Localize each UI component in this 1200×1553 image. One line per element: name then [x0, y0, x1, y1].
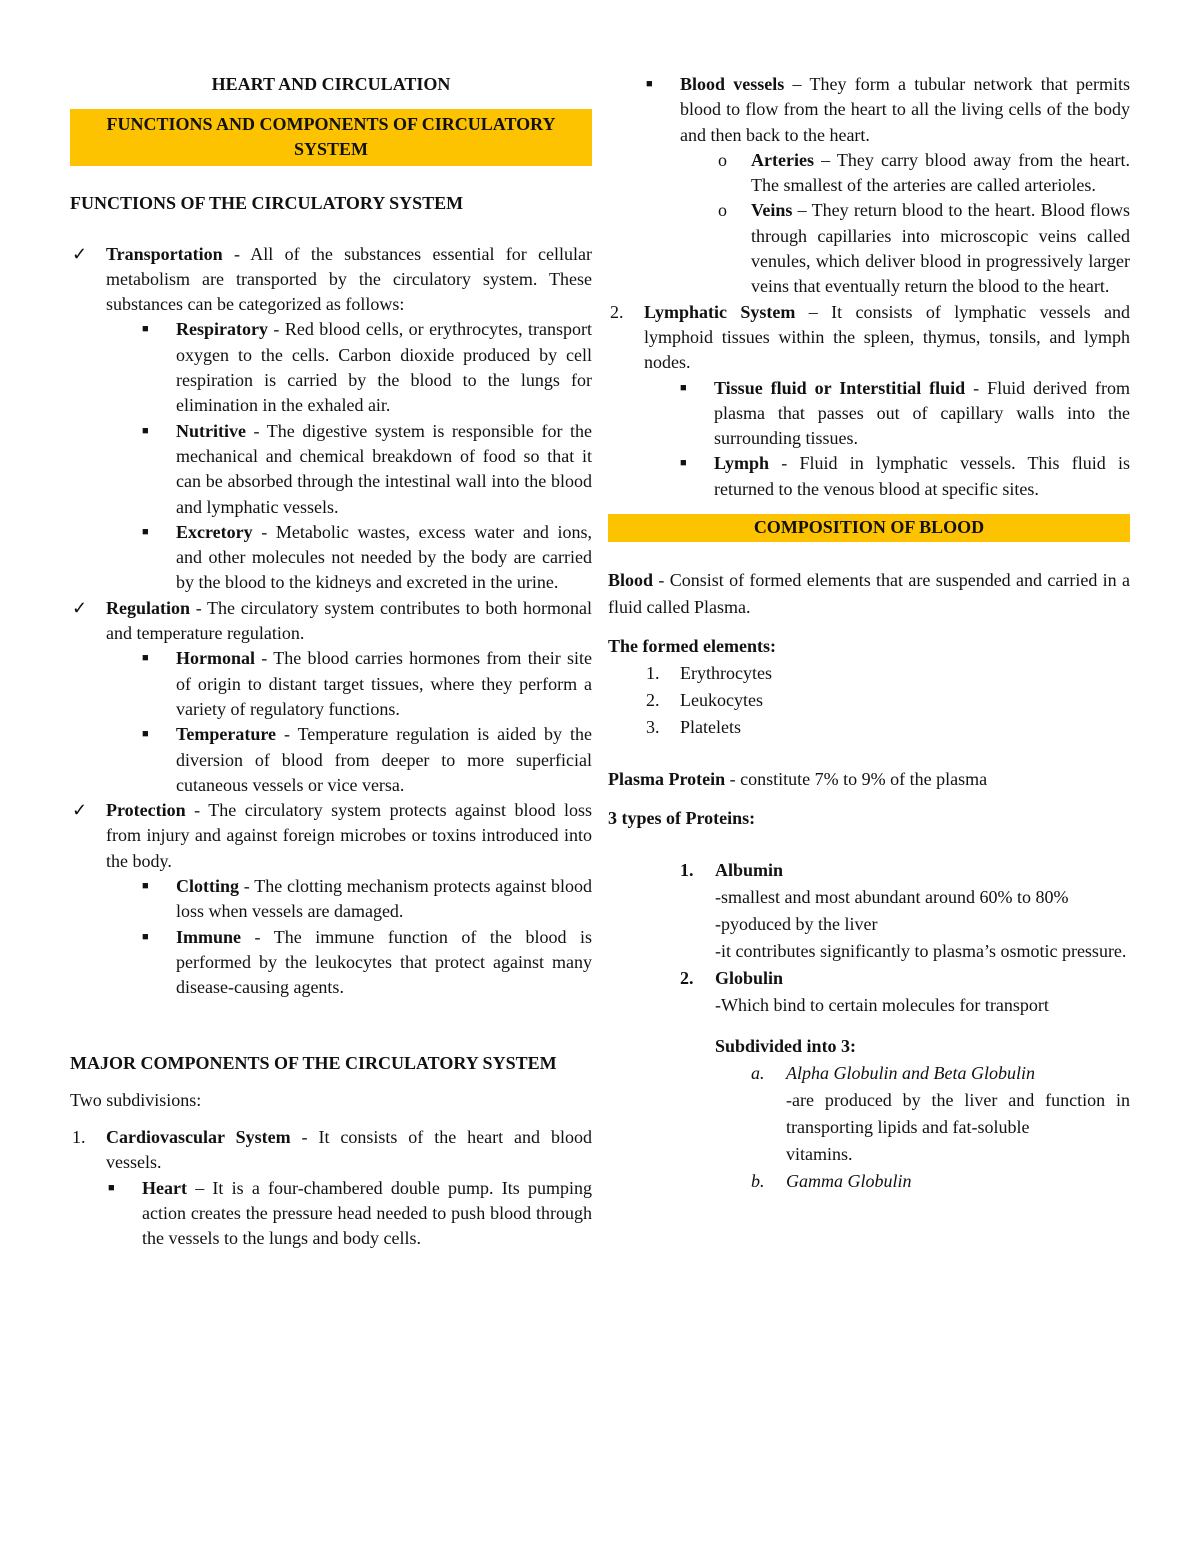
lymphatic-item: 2. Lymphatic System – It consists of lymphatic vessels and lymphoid tissues within the spleen, thymus, tonsils, and lymph nodes. — [610, 301, 1130, 373]
checkmark-icon: ✓ — [72, 243, 88, 264]
major-components-heading: MAJOR COMPONENTS OF THE CIRCULATORY SYSTEM — [70, 1052, 557, 1073]
checkmark-icon: ✓ — [72, 597, 88, 618]
blood-definition: Blood - Consist of formed elements that are suspended and carried in a fluid called Plasma. — [608, 570, 1130, 618]
veins-item: o Veins – They return blood to the heart. Blood flows through capillaries into microscopic veins called venules, which deliver blood in progressively larger veins that eventually return the blood to the heart. — [718, 200, 1130, 297]
formed-item-leukocytes: 2. Leukocytes — [646, 690, 763, 711]
section-banner-composition: COMPOSITION OF BLOOD — [608, 514, 1130, 542]
plasma-protein-line: Plasma Protein - constitute 7% to 9% of the plasma — [608, 769, 988, 790]
square-bullet-icon: ■ — [108, 1181, 115, 1194]
temperature-item: ■ Temperature - Temperature regulation is aided by the diversion of blood from deeper to more superficial cutaneous vessels or vice versa. — [142, 724, 592, 795]
functions-heading: FUNCTIONS OF THE CIRCULATORY SYSTEM — [70, 193, 464, 214]
gamma-globulin-item: b. Gamma Globulin — [751, 1171, 912, 1192]
page-title: HEART AND CIRCULATION — [211, 74, 451, 94]
hormonal-item: ■ Hormonal - The blood carries hormones from their site of origin to distant target tissues, where they perform a variety of regulatory functions. — [142, 648, 592, 719]
square-bullet-icon: ■ — [142, 323, 149, 336]
clotting-item: ■ Clotting - The clotting mechanism protects against blood loss when vessels are damaged. — [142, 876, 592, 922]
square-bullet-icon: ■ — [142, 424, 149, 437]
protection-item: ✓ Protection - The circulatory system protects against blood loss from injury and against foreign microbes or toxins introduced into the body. — [72, 800, 592, 871]
square-bullet-icon: ■ — [142, 728, 149, 741]
protein-types-heading: 3 types of Proteins: — [608, 808, 756, 829]
albumin-item: 1. Albumin -smallest and most abundant around 60% to 80% -pyoduced by the liver -it contributes significantly to plasma’s osmotic pressure. — [680, 860, 1127, 962]
circle-bullet-icon: o — [718, 149, 727, 170]
blood-vessels-item: ■ Blood vessels – They form a tubular network that permits blood to flow from the heart to all the living cells of the body and then back to the heart. — [646, 74, 1130, 145]
lymph-item: ■ Lymph - Fluid in lymphatic vessels. This fluid is returned to the venous blood at specific sites. — [680, 453, 1130, 499]
left-column — [70, 72, 592, 1252]
heart-item: ■ Heart – It is a four-chambered double pump. Its pumping action creates the pressure head needed to push blood through the vessels to the lungs and body cells. — [108, 1177, 592, 1249]
checkmark-icon: ✓ — [72, 800, 88, 821]
immune-item: ■ Immune - The immune function of the blood is performed by the leukocytes that protect against many disease-causing agents. — [142, 926, 592, 998]
alpha-beta-globulin-item: a. Alpha Globulin and Beta Globulin -are produced by the liver and function in transporting lipids and fat-soluble vitamins. — [751, 1063, 1130, 1165]
square-bullet-icon: ■ — [142, 652, 149, 665]
right-column — [608, 72, 1130, 1195]
circle-bullet-icon: o — [718, 200, 727, 221]
formed-item-platelets: 3. Platelets — [646, 717, 741, 738]
respiratory-item: ■ Respiratory - Red blood cells, or erythrocytes, transport oxygen to the cells. Carbon dioxide produced by cell respiration is carried by the blood to the lungs for elimination in the exhaled air. — [142, 319, 592, 416]
square-bullet-icon: ■ — [142, 880, 149, 893]
cardiovascular-item: 1. Cardiovascular System - It consists of the heart and blood vessels. — [72, 1127, 592, 1173]
square-bullet-icon: ■ — [646, 78, 653, 90]
nutritive-item: ■ Nutritive - The digestive system is responsible for the mechanical and chemical breakdown of food so that it can be absorbed through the intestinal wall into the blood and lymphatic vessels. — [142, 420, 592, 517]
tissue-fluid-item: ■ Tissue fluid or Interstitial fluid - Fluid derived from plasma that passes out of capillary walls into the surrounding tissues. — [680, 377, 1130, 449]
two-subdivisions-label: Two subdivisions: — [70, 1089, 202, 1110]
square-bullet-icon: ■ — [142, 525, 149, 538]
transportation-item: ✓ Transportation - All of the substances essential for cellular metabolism are transported by the circulatory system. These substances can be categorized as follows: — [72, 243, 592, 315]
regulation-item: ✓ Regulation - The circulatory system contributes to both hormonal and temperature regulation. — [72, 597, 592, 644]
section-banner-functions-components: FUNCTIONS AND COMPONENTS OF CIRCULATORY SYSTEM — [70, 109, 592, 166]
globulin-item: 2. Globulin -Which bind to certain molecules for transport Subdivided into 3: — [680, 968, 1049, 1057]
formed-item-erythrocytes: 1. Erythrocytes — [646, 663, 772, 684]
excretory-item: ■ Excretory - Metabolic wastes, excess water and ions, and other molecules not needed by the body are carried by the blood to the kidneys and excreted in the urine. — [142, 521, 592, 593]
formed-elements-heading: The formed elements: — [608, 636, 776, 657]
arteries-item: o Arteries – They carry blood away from the heart. The smallest of the arteries are called arterioles. — [718, 149, 1130, 196]
square-bullet-icon: ■ — [142, 930, 149, 943]
square-bullet-icon: ■ — [680, 381, 687, 394]
square-bullet-icon: ■ — [680, 457, 687, 470]
